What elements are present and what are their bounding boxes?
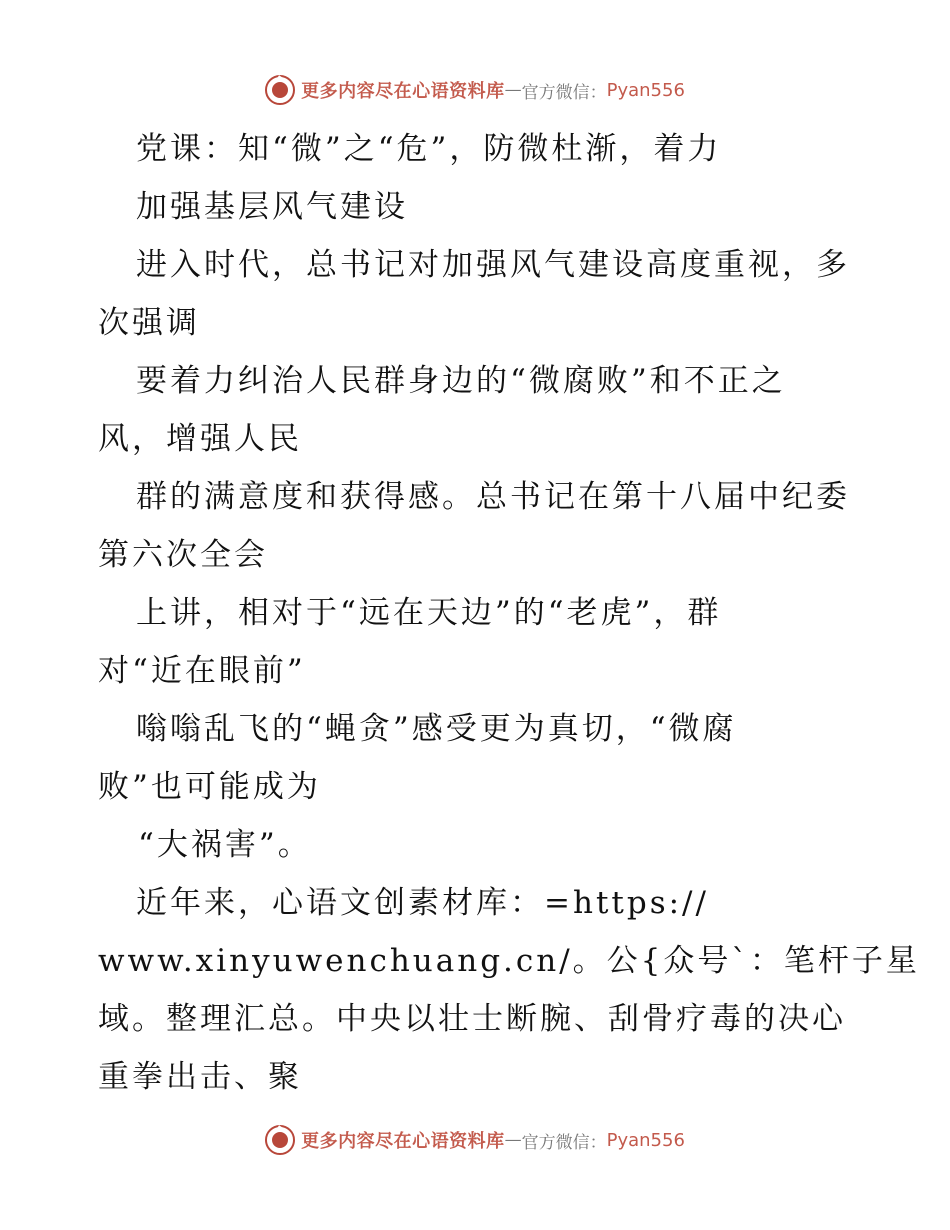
banner-wechat-id: Pyan556 [606,79,685,101]
brand-logo-icon [265,75,295,105]
footer-banner [0,1120,950,1160]
body-line: “大祸害”。 [138,827,312,863]
banner-separator: — [504,1130,522,1150]
body-line: 要着力纠治人民群身边的“微腐败”和不正之 [136,363,786,399]
body-line: 进入时代，总书记对加强风气建设高度重视，多 [136,247,850,283]
body-line: 重拳出击、聚 [98,1059,302,1095]
document-body [98,120,920,1106]
body-line: 群的满意度和获得感。总书记在第十八届中纪委 [136,479,850,515]
body-line: 近年来，心语文创素材库：=https:// [136,885,709,921]
banner-wechat-label: 官方微信： [521,82,607,103]
body-line: 对“近在眼前” [98,653,306,689]
brand-logo-icon [265,1125,295,1155]
body-line: 域。整理汇总。中央以壮士断腕、刮骨疗毒的决心 [98,1001,846,1037]
body-line: 次强调 [98,305,200,341]
body-line: 加强基层风气建设 [136,189,408,225]
body-line: 败”也可能成为 [98,769,321,805]
body-line: 第六次全会 [98,537,268,573]
body-line: 上讲，相对于“远在天边”的“老虎”，群 [136,595,722,631]
body-line: 嗡嗡乱飞的“蝇贪”感受更为真切，“微腐 [136,711,737,747]
banner-brand-text: 更多内容尽在心语资料库 [301,1131,505,1152]
banner-separator: — [504,80,522,100]
banner-wechat-id: Pyan556 [606,1129,685,1151]
banner-brand-text: 更多内容尽在心语资料库 [301,81,505,102]
body-line: 党课：知“微”之“危”，防微杜渐，着力 [136,131,722,167]
header-banner [0,70,950,110]
body-line: 风，增强人民 [98,421,302,457]
body-line: www.xinyuwenchuang.cn/。公{众号`：笔杆子星 [98,943,920,979]
banner-wechat-label: 官方微信： [521,1132,607,1153]
